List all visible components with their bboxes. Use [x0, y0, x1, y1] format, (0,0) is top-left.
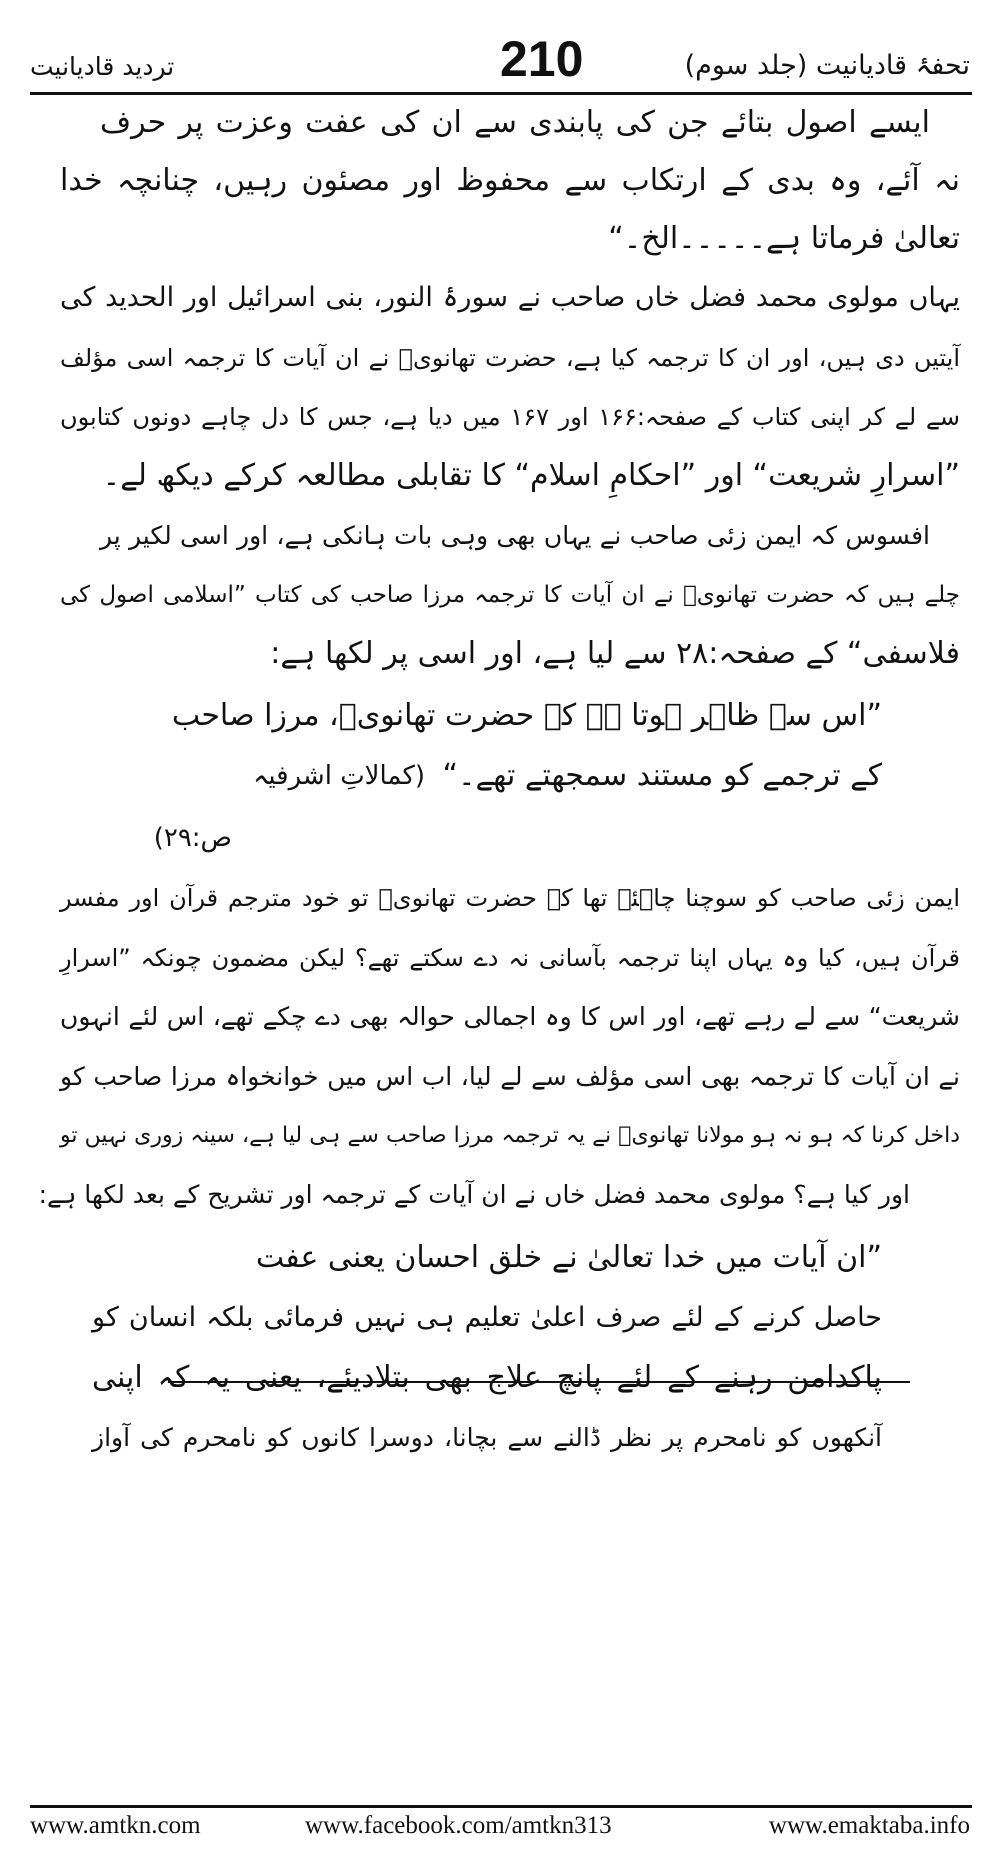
text-line-15: داخل کرنا کہ ہو نہ ہو مولانا تھانویؒ نے یہ ترجمہ مرزا صاحب سے ہی لیا ہے، سینہ زوری نہیں تو: [60, 1123, 960, 1148]
book-title: تحفۂ قادیانیت (جلد سوم): [684, 50, 970, 81]
text-line-11: ایمن زئی صاحب کو سوچنا چاہئے تھا کہ حضرت تھانویؒ تو خود مترجم قرآن اور مفسر: [60, 884, 960, 912]
page-number: 210: [500, 31, 584, 87]
text-line-1: ایسے اصول بتائے جن کی پابندی سے ان کی عفت وعزت پر حرف: [100, 105, 930, 140]
header-rule: [30, 92, 972, 95]
footer-link-amtkn[interactable]: www.amtkn.com: [30, 1812, 201, 1839]
quote-reference: (کمالاتِ اشرفیہ: [253, 761, 425, 791]
text-line-9: چلے ہیں کہ حضرت تھانویؒ نے ان آیات کا ترجمہ مرزا صاحب کی کتاب ”اسلامی اصول کی: [60, 582, 960, 608]
page-footer: [30, 1812, 970, 1846]
quote2-line-3: پاکدامن رہنے کے لئے پانچ علاج بھی بتلادیئے، یعنی یہ کہ اپنی: [92, 1360, 882, 1395]
quote-line-1: ”اس سے ظاہر ہوتا ہے کہ حضرت تھانویؒ، مرزا صاحب: [171, 698, 882, 733]
section-title: تردید قادیانیت: [30, 52, 175, 81]
text-line-7: ”اسرارِ شریعت“ اور ”احکامِ اسلام“ کا تقابلی مطالعہ کرکے دیکھ لے۔: [102, 458, 960, 493]
page-header: [30, 22, 970, 92]
text-line-10: فلاسفی“ کے صفحہ:۲۸ سے لیا ہے، اور اسی پر لکھا ہے:: [270, 636, 960, 671]
text-line-6: سے لے کر اپنی کتاب کے صفحہ:۱۶۶ اور ۱۶۷ میں دیا ہے، جس کا دل چاہے دونوں کتابوں: [60, 403, 961, 431]
text-line-16: اور کیا ہے؟ مولوی محمد فضل خاں نے ان آیات کے ترجمہ اور تشریح کے بعد لکھا ہے:: [38, 1180, 910, 1209]
quote-reference-page: ص:۲۹): [153, 823, 232, 853]
quote2-line-4: آنکھوں کو نامحرم پر نظر ڈالنے سے بچانا، دوسرا کانوں کو نامحرم کی آواز: [92, 1423, 882, 1452]
text-line-4: یہاں مولوی محمد فضل خاں صاحب نے سورۂ النور، بنی اسرائیل اور الحدید کی: [60, 282, 960, 313]
text-line-14: نے ان آیات کا ترجمہ بھی اسی مؤلف سے لے لیا، اب اس میں خوانخواہ مرزا صاحب کو: [60, 1062, 960, 1091]
text-line-13: شریعت“ سے لے رہے تھے، اور اس کا وہ اجمالی حوالہ بھی دے چکے تھے، اس لئے انہوں: [60, 1002, 960, 1031]
text-line-2: نہ آئے، وہ بدی کے ارتکاب سے محفوظ اور مصئون رہیں، چنانچہ خدا: [60, 163, 960, 198]
quote-line-2: کے ترجمے کو مستند سمجھتے تھے۔“: [442, 758, 882, 793]
footer-link-emaktaba[interactable]: www.emaktaba.info: [768, 1812, 970, 1839]
text-line-5: آیتیں دی ہیں، اور ان کا ترجمہ کیا ہے، حضرت تھانویؒ نے ان آیات کا ترجمہ اسی مؤلف: [60, 344, 960, 372]
text-line-3: تعالیٰ فرماتا ہے۔۔۔۔۔الخ۔“: [608, 221, 960, 256]
footer-rule: [30, 1805, 972, 1808]
text-line-12: قرآن ہیں، کیا وہ یہاں اپنا ترجمہ بآسانی نہ دے سکتے تھے؟ لیکن مضمون چونکہ ”اسرارِ: [60, 944, 960, 972]
quote2-line-2: حاصل کرنے کے لئے صرف اعلیٰ تعلیم ہی نہیں فرمائی بلکہ انسان کو: [92, 1302, 882, 1333]
footer-link-facebook[interactable]: www.facebook.com/amtkn313: [305, 1812, 612, 1839]
quote2-line-1: ”ان آیات میں خدا تعالیٰ نے خلق احسان یعنی عفت: [255, 1240, 882, 1275]
text-line-8: افسوس کہ ایمن زئی صاحب نے یہاں بھی وہی بات ہانکی ہے، اور اسی لکیر پر: [100, 521, 930, 550]
